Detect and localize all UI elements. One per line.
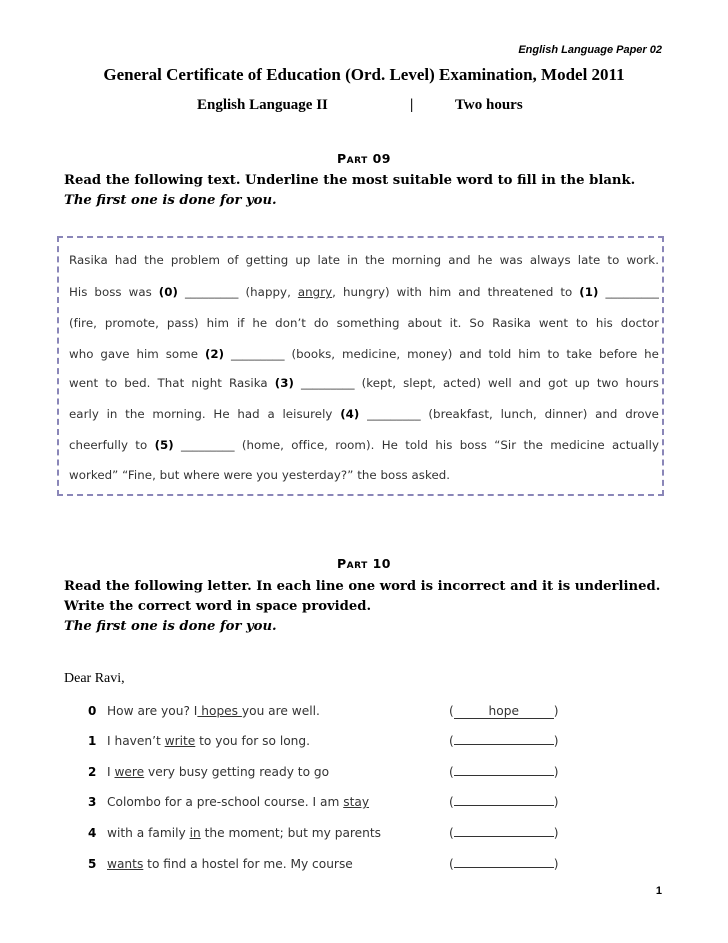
part10-note xyxy=(64,617,277,637)
letter-line-text xyxy=(107,734,310,748)
passage-text: _________ (breakfast, lunch, dinner) and drove xyxy=(367,407,659,421)
paren-open: ( xyxy=(449,734,454,748)
passage-line-1: Rasika had the problem of getting up late in the morning and he was always late to work. xyxy=(69,253,659,267)
part09-note xyxy=(64,191,277,211)
paren-open: ( xyxy=(449,826,454,840)
blank-number-1: (1) xyxy=(579,285,599,299)
page-number: 1 xyxy=(655,885,662,897)
passage-text: _________ (kept, slept, acted) well and got up two hours xyxy=(301,376,659,390)
passage-text: _________ (books, medicine, money) and told him to take before he xyxy=(231,347,659,361)
blank-0: _________ xyxy=(184,285,239,299)
paren-close: ) xyxy=(553,857,559,871)
duration-label: Two hours xyxy=(455,97,523,113)
paren-close: ) xyxy=(553,734,559,748)
letter-line-text xyxy=(107,826,381,840)
answer-field[interactable] xyxy=(449,795,559,809)
paren-open: ( xyxy=(449,857,454,871)
passage-text: _________ (home, office, room). He told his boss “Sir the medicine actually xyxy=(181,438,659,452)
part09-note-text: The first one is done for you. xyxy=(64,193,277,208)
title-separator: | xyxy=(410,97,414,113)
letter-line-text xyxy=(107,765,329,779)
incorrect-word: in xyxy=(189,826,201,840)
part09-instruction: Read the following text. Underline the most suitable word to fill in the blank. xyxy=(64,173,636,188)
passage-text: went to bed. That night Rasika xyxy=(69,376,268,390)
letter-text: to find a hostel for me. My course xyxy=(143,857,353,871)
letter-greeting: Dear Ravi, xyxy=(64,671,125,686)
paren-close: ) xyxy=(553,765,559,779)
answer-blank[interactable] xyxy=(454,744,554,745)
part09-heading: Part 09 xyxy=(336,151,392,166)
answer-field[interactable] xyxy=(449,734,559,748)
incorrect-word: were xyxy=(114,765,145,779)
passage-text: cheerfully to xyxy=(69,438,148,452)
blank-number-4: (4) xyxy=(340,407,360,421)
paper-label: English Language Paper 02 xyxy=(518,44,662,56)
part10-note-text: The first one is done for you. xyxy=(64,619,277,634)
passage-line-8: worked” “Fine, but where were you yesterday?” the boss asked. xyxy=(69,468,451,482)
letter-line-number: 5 xyxy=(88,857,97,871)
answer-field[interactable] xyxy=(449,765,559,779)
answer-field[interactable] xyxy=(449,857,559,871)
passage-text: early in the morning. He had a leisurely xyxy=(69,407,333,421)
letter-text: the moment; but my parents xyxy=(200,826,382,840)
passage-box xyxy=(57,236,664,496)
paren-close: ) xyxy=(553,704,559,718)
answer-blank[interactable]: hope xyxy=(454,705,554,719)
answer-field[interactable] xyxy=(449,704,559,719)
blank-number-0: (0) xyxy=(158,285,178,299)
letter-line-number: 2 xyxy=(88,765,97,779)
blank-number-3: (3) xyxy=(274,376,294,390)
answer-blank[interactable] xyxy=(454,775,554,776)
passage-text: His boss was xyxy=(69,285,152,299)
letter-line-text xyxy=(107,704,320,718)
letter-text: How are you? I xyxy=(107,704,198,718)
part10-instruction-2: Write the correct word in space provided. xyxy=(64,599,372,614)
paren-open: ( xyxy=(449,795,454,809)
letter-text: to you for so long. xyxy=(195,734,311,748)
subject-label: English Language II xyxy=(197,97,328,113)
part10-heading: Part 10 xyxy=(336,556,392,571)
letter-line-text xyxy=(107,795,369,809)
passage-line-7 xyxy=(69,438,659,452)
letter-line-number: 3 xyxy=(88,795,97,809)
blank-1: _________ xyxy=(605,285,659,299)
letter-text: you are well. xyxy=(241,704,320,718)
incorrect-word: stay xyxy=(343,795,370,809)
passage-line-2 xyxy=(69,285,659,299)
passage-text: (happy, xyxy=(245,285,291,299)
answer-blank[interactable] xyxy=(454,867,554,868)
letter-line-number: 1 xyxy=(88,734,97,748)
letter-line-text xyxy=(107,857,353,871)
answer-field[interactable] xyxy=(449,826,559,840)
incorrect-word: wants xyxy=(107,857,144,871)
answer-blank[interactable] xyxy=(454,836,554,837)
incorrect-word: hopes xyxy=(197,704,242,718)
passage-line-4 xyxy=(69,347,659,361)
letter-line-number: 0 xyxy=(88,704,97,718)
answer-blank[interactable] xyxy=(454,805,554,806)
paren-close: ) xyxy=(553,826,559,840)
letter-text: with a family xyxy=(107,826,190,840)
paren-close: ) xyxy=(553,795,559,809)
exam-title: General Certificate of Education (Ord. Level) Examination, Model 2011 xyxy=(103,65,625,84)
letter-text: Colombo for a pre-school course. I am xyxy=(107,795,344,809)
passage-line-6 xyxy=(69,407,659,421)
paren-open: ( xyxy=(449,765,454,779)
blank-number-2: (2) xyxy=(204,347,225,361)
passage-text: who gave him some xyxy=(69,347,199,361)
passage-line-5 xyxy=(69,376,659,390)
blank-number-5: (5) xyxy=(154,438,174,452)
letter-line-number: 4 xyxy=(88,826,97,840)
paren-open: ( xyxy=(449,704,454,718)
underlined-answer: angry xyxy=(297,285,333,299)
incorrect-word: write xyxy=(164,734,196,748)
passage-line-3: (fire, promote, pass) him if he don’t do something about it. So Rasika went to his doctor xyxy=(69,316,659,330)
letter-text: very busy getting ready to go xyxy=(144,765,330,779)
letter-text: I haven’t xyxy=(107,734,165,748)
letter-text: I xyxy=(107,765,115,779)
passage-text: , hungry) with him and threatened to xyxy=(332,285,573,299)
part10-instruction-1: Read the following letter. In each line one word is incorrect and it is underlined. xyxy=(64,579,661,594)
